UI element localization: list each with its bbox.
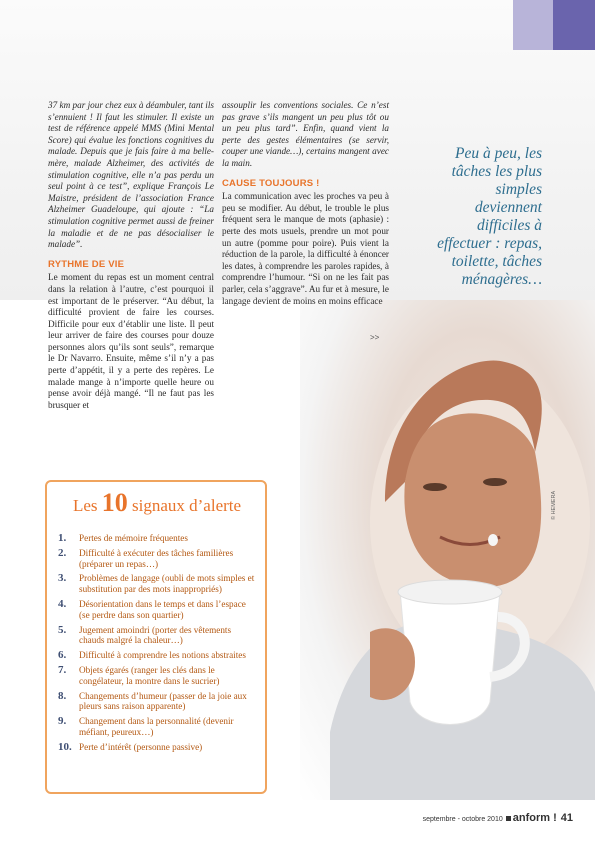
alert-signs-list	[58, 533, 258, 757]
column2-paragraph-1: assouplir les conventions sociales. Ce n’est pas grave s’ils mangent un peu plus tôt ou un peu plus tard”. Enfin, quand vient la perte des gestes élémentaires (se servir, couper une viande…), certains mangent avec la main.	[222, 100, 389, 168]
alert-box-title	[57, 488, 257, 518]
alert-item	[58, 742, 258, 753]
alert-item-number: 7.	[58, 663, 67, 676]
column1-paragraph-1: 37 km par jour chez eux à déambuler, tant ils s’ennuient ! Il faut les stimuler. Il existe un test de référence appelé MMS (Mini Mental Score) qui évalue les fonctions cognitives du malade. Depuis que je fais faire à ma belle-mère, malade Alzheimer, des activités de stimulation cognitive, elle n’a pas perdu un seul point à ce test”, explique François Le Maistre, président de l’association France Alzheimer Guadeloupe, qui ajoute : “La stimulation cognitive permet aussi de freiner la maladie et de ne pas désocialiser le malade”.	[48, 100, 214, 250]
alert-item-text: Problèmes de langage (oubli de mots simples et substitution par des mots inappropriés)	[79, 573, 255, 595]
alert-item-number: 8.	[58, 689, 67, 702]
pull-quote: Peu à peu, les tâches les plus simples deviennent difficiles à effectuer : repas, toilette, tâches ménagères…	[437, 145, 542, 288]
section-tab-dark	[553, 0, 595, 50]
column1-paragraph-2: Le moment du repas est un moment central dans la relation à l’autre, c’est pourquoi il est important de le préserver. “Au début, la difficulté provient de faire les courses. Difficile pour eux d’établir une liste. Il peut leur arriver de faire des courses pour douze personnes alors qu’ils sont seuls”, remarque le Dr Navarro. Ensuite, même s’il n’y a pas perte d’appétit, il y a perte des repères. Le malade mange à n’importe quelle heure ou pense avoir déjà mangé. “Il ne faut pas les brusquer et	[48, 272, 214, 410]
alert-item-text: Objets égarés (ranger les clés dans le congélateur, la montre dans le sucrier)	[79, 664, 220, 686]
continue-arrow[interactable]: >>	[370, 333, 380, 342]
magazine-name: anform !	[512, 812, 557, 824]
heading-rythme-de-vie: RYTHME DE VIE	[48, 258, 125, 270]
alert-item-number: 2.	[58, 546, 67, 559]
section-tab-light	[513, 0, 553, 50]
alert-item	[58, 599, 258, 621]
alert-item	[58, 533, 258, 544]
alert-item-text: Jugement amoindri (porter des vêtements chauds malgré la chaleur…)	[79, 624, 232, 646]
alert-item	[58, 691, 258, 713]
alert-item-text: Perte d’intérêt (personne passive)	[79, 741, 203, 752]
alert-item	[58, 650, 258, 661]
article-column-1	[48, 100, 214, 411]
alert-item	[58, 625, 258, 647]
alert-title-number: 10	[101, 488, 128, 517]
alert-item-number: 6.	[58, 649, 67, 662]
alert-item	[58, 716, 258, 738]
alert-item-number: 9.	[58, 715, 67, 728]
alert-item-number: 4.	[58, 597, 67, 610]
alert-item-number: 3.	[58, 572, 67, 585]
alert-title-suffix: signaux d’alerte	[132, 496, 242, 515]
page-footer	[398, 808, 573, 826]
alert-item-number: 10.	[58, 740, 72, 753]
alert-item-number: 5.	[58, 623, 67, 636]
page-number: 41	[560, 812, 573, 824]
alert-item-text: Difficulté à comprendre les notions abstraites	[79, 650, 246, 661]
heading-cause-toujours: CAUSE TOUJOURS !	[222, 177, 320, 189]
woman-with-cup-photo	[330, 332, 595, 800]
alert-item	[58, 548, 258, 570]
alert-item	[58, 573, 258, 595]
photo-credit: © HEMERA	[551, 490, 557, 520]
alert-item-number: 1.	[58, 532, 67, 544]
footer-square-icon	[506, 816, 511, 821]
issue-date: septembre - octobre 2010	[422, 816, 503, 823]
article-column-2	[222, 100, 389, 307]
alert-item-text: Difficulté à exécuter des tâches familières (préparer un repas…)	[79, 547, 234, 569]
alert-item-text: Changement dans la personnalité (devenir méfiant, peureux…)	[79, 716, 234, 737]
column2-paragraph-2: La communication avec les proches va peu à peu se modifier. Au début, le trouble le plus fréquent sera le manque de mots (aphasie) : perte des mots usuels, prendre un mot pour un autre (pomme pour poire). Puis vient la réduction de la parole, la difficulté à énoncer les dates, à comprendre les paroles rapides, à comprendre l’humour. “Si on ne les fait pas parler, cela s’aggrave”. Au fur et à mesure, le langage devient de moins en moins efficace	[222, 191, 389, 306]
alert-item-text: Changements d’humeur (passer de la joie aux pleurs sans raison apparente)	[79, 690, 247, 712]
alert-title-prefix: Les	[72, 496, 98, 515]
alert-item-text: Désorientation dans le temps et dans l’espace (se perdre dans son quartier)	[79, 598, 246, 620]
alert-item	[58, 665, 258, 687]
alert-item-text: Pertes de mémoire fréquentes	[79, 533, 188, 543]
